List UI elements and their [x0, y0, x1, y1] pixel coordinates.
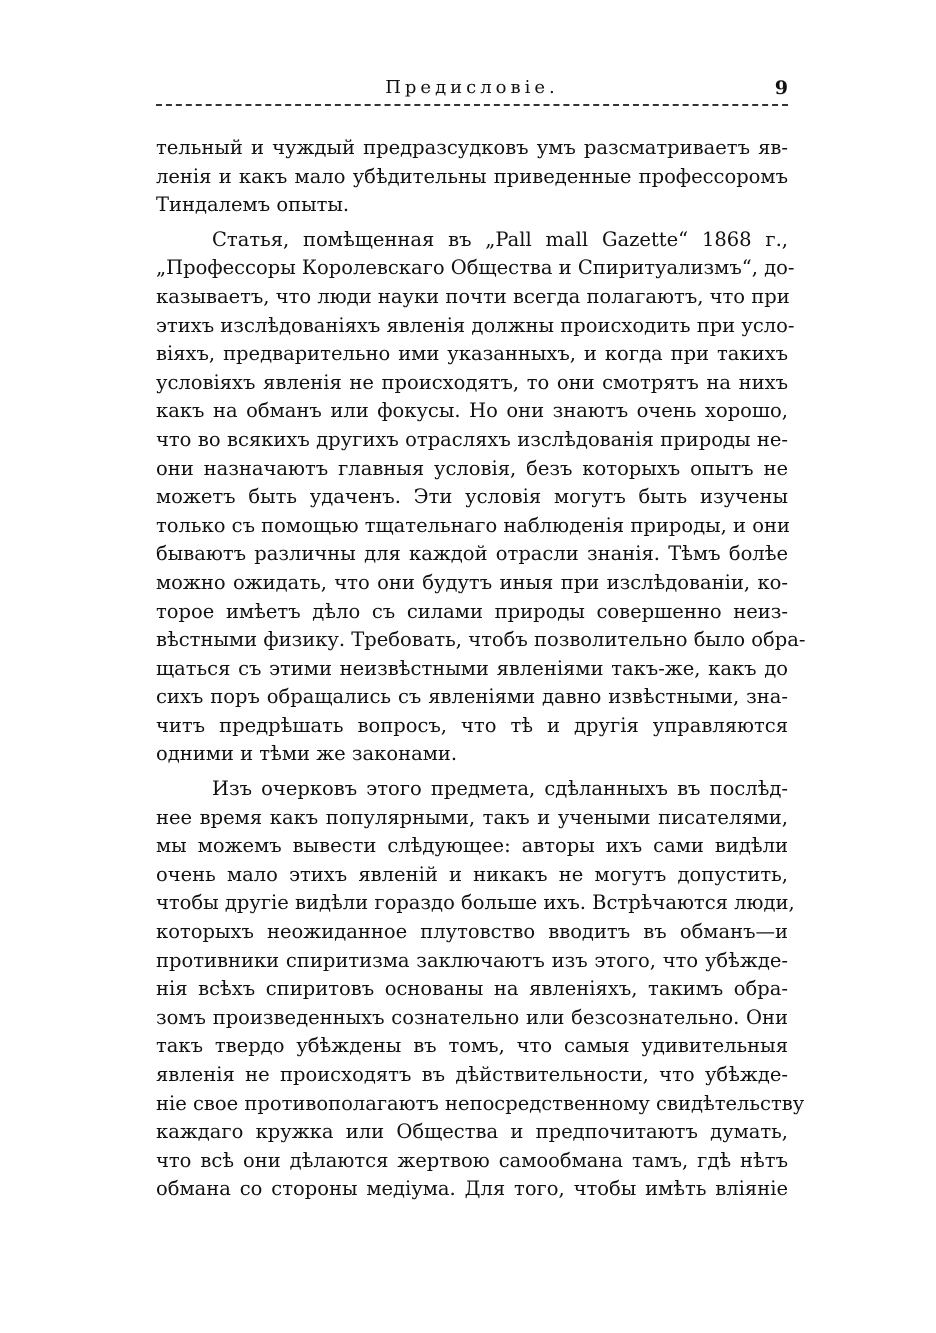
text-line: ніе свое противополагаютъ непосредственному свидѣтельству [156, 1091, 805, 1115]
text-line: вѣстными физику. Требовать, чтобъ позволительно было обра- [156, 628, 806, 652]
text-line: торое имѣетъ дѣло съ силами природы совершенно неиз- [156, 599, 788, 623]
text-line: „Профессоры Королевскаго Общества и Спиритуализмъ“, до- [156, 256, 795, 280]
text-line: читъ предрѣшать вопросъ, что тѣ и другія управляются [156, 713, 788, 737]
text-line: бываютъ различны для каждой отрасли знанія. Тѣмъ болѣе [156, 542, 788, 566]
text-line: каждаго кружка или Общества и предпочитаютъ думать, [156, 1120, 788, 1144]
text-line: обмана со стороны медіума. Для того, чтобы имѣть вліяніе [156, 1177, 788, 1201]
text-line: Тиндалемъ опыты. [156, 193, 350, 217]
running-header [156, 76, 788, 100]
chapter-title: Предисловіе. [385, 77, 559, 98]
text-line: можетъ быть удаченъ. Эти условія могутъ быть изучены [156, 485, 788, 509]
body-text [156, 134, 806, 1204]
text-line: такъ твердо убѣждены въ томъ, что самыя удивительныя [156, 1034, 788, 1058]
text-line: Статья, помѣщенная въ „Pall mall Gazette“ 1868 г., [212, 227, 788, 251]
text-line: мы можемъ вывести слѣдующее: авторы ихъ сами видѣли [156, 834, 788, 858]
text-line: віяхъ, предварительно ими указанныхъ, и когда при такихъ [156, 342, 788, 366]
text-line: противники спиритизма заключаютъ изъ этого, что убѣжде- [156, 948, 788, 972]
paragraph [156, 775, 805, 1204]
paragraph [156, 226, 806, 769]
header-rule [156, 104, 788, 106]
text-line: ленія и какъ мало убѣдительны приведенные профессоромъ [156, 164, 788, 188]
text-line: которыхъ неожиданное плутовство вводитъ въ обманъ—и [156, 920, 788, 944]
text-line: они назначаютъ главныя условія, безъ которыхъ опытъ не [156, 456, 788, 480]
paragraph [156, 134, 788, 220]
text-line: сихъ поръ обращались съ явленіями давно извѣстными, зна- [156, 685, 788, 709]
text-line: одними и тѣми же законами. [156, 742, 458, 766]
text-line: этихъ изслѣдованіяхъ явленія должны происходить при усло- [156, 313, 795, 337]
text-line: что всѣ они дѣлаются жертвою самообмана тамъ, гдѣ нѣтъ [156, 1148, 788, 1172]
text-line: только съ помощью тщательнаго наблюденія природы, и они [156, 513, 790, 537]
text-line: казываетъ, что люди науки почти всегда полагаютъ, что при [156, 284, 790, 308]
text-line: нее время какъ популярными, такъ и учеными писателями, [156, 805, 788, 829]
text-line: очень мало этихъ явленій и никакъ не могутъ допустить, [156, 862, 788, 886]
text-line: условіяхъ явленія не происходятъ, то они смотрятъ на нихъ [156, 370, 788, 394]
page-number: 9 [774, 77, 788, 99]
text-line: можно ожидать, что они будутъ иныя при изслѣдованіи, ко- [156, 570, 788, 594]
text-line: зомъ произведенныхъ сознательно или безсознательно. Они [156, 1005, 788, 1029]
text-line: что во всякихъ другихъ отрасляхъ изслѣдованія природы не- [156, 427, 788, 451]
text-line: Изъ очерковъ этого предмета, сдѣланныхъ въ послѣд- [212, 777, 788, 801]
text-line: щаться съ этими неизвѣстными явленіями такъ-же, какъ до [156, 656, 788, 680]
text-line: нія всѣхъ спиритовъ основаны на явленіяхъ, такимъ обра- [156, 977, 788, 1001]
text-line: чтобы другіе видѣли гораздо больше ихъ. Встрѣчаются люди, [156, 891, 795, 915]
text-line: тельный и чуждый предразсудковъ умъ разсматриваетъ яв- [156, 136, 788, 159]
text-line: какъ на обманъ или фокусы. Но они знаютъ очень хорошо, [156, 399, 788, 423]
text-line: явленія не происходятъ въ дѣйствительности, что убѣжде- [156, 1063, 788, 1086]
